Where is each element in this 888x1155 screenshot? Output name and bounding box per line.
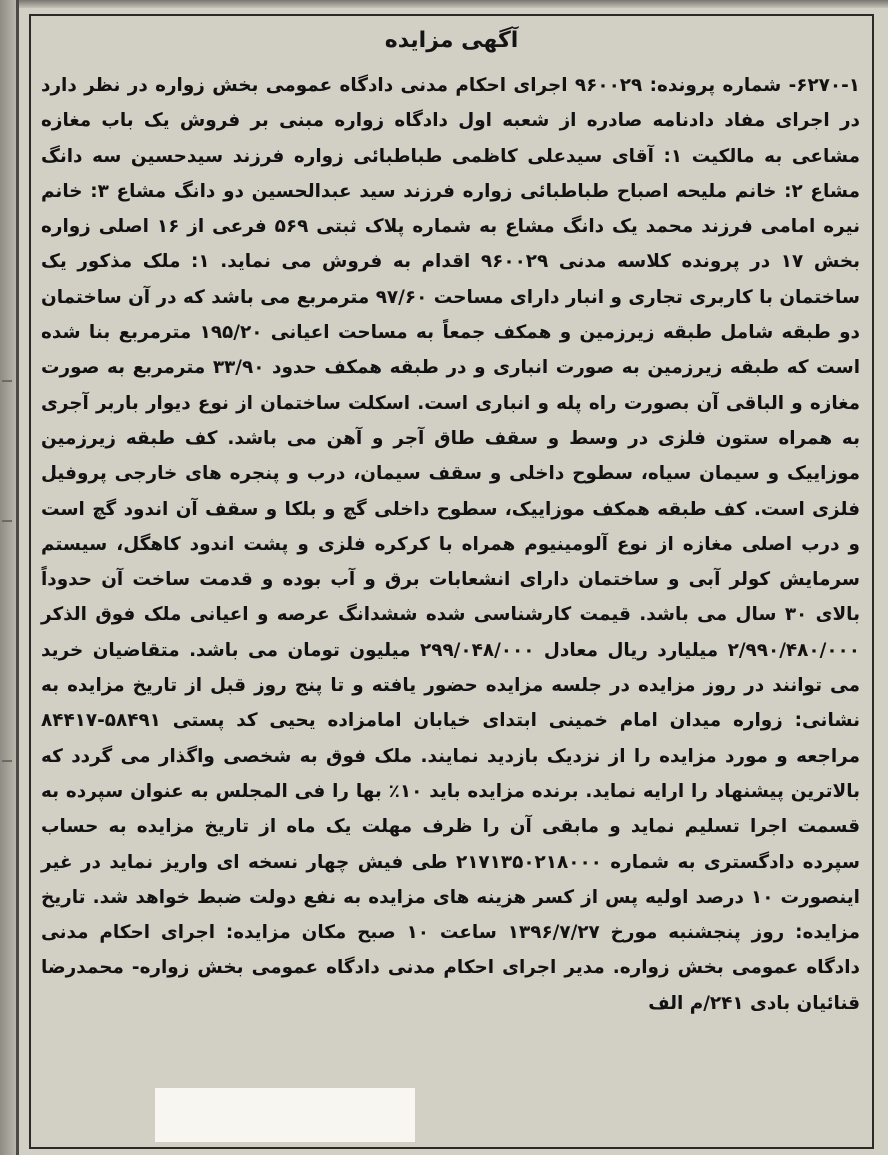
page-gutter [0, 0, 16, 1155]
gutter-mark [2, 380, 12, 382]
notice-body-text: ۶۲۷۰-۱- شماره پرونده: ۹۶۰۰۲۹ اجرای احکام مدنی دادگاه عمومی بخش زواره در نظر دارد در اجرای مفاد دادنامه صادره از شعبه اول دادگاه زواره مبنی بر فروش یک باب مغازه مشاعی به مالکیت ۱: آقای سیدعلی کاظمی طباطبائی زواره فرزند سیدحسین سه دانگ مشاع ۲: خانم ملیحه اصباح طباطبائی زواره فرزند سید عبدالحسین دو دانگ مشاع ۳: خانم نیره امامی فرزند محمد یک دانگ مشاع به شماره پلاک ثبتی ۵۶۹ فرعی از ۱۶ اصلی زواره بخش ۱۷ در پرونده کلاسه مدنی ۹۶۰۰۲۹ اقدام به فروش می نماید. ۱: ملک مذکور یک ساختمان با کاربری تجاری و انبار دارای مساحت ۹۷/۶۰ مترمربع می باشد که در آن ساختمان دو طبقه شامل طبقه زیرزمین و همکف جمعاً به مساحت اعیانی ۱۹۵/۲۰ مترمربع بنا شده است که طبقه زیرزمین به صورت انباری و در طبقه همکف حدود ۳۳/۹۰ مترمربع به صورت مغازه و الباقی آن بصورت راه پله و انباری است. اسکلت ساختمان از نوع دیوار باربر آجری به همراه ستون فلزی در وسط و سقف طاق آجر و آهن می باشد. کف طبقه زیرزمین موزاییک و سیمان سیاه، سطوح داخلی و سقف سیمان، درب و پنجره های خارجی پروفیل فلزی است. کف طبقه همکف موزاییک، سطوح داخلی گچ و بلکا و سقف آن اندود گچ است و درب اصلی مغازه از نوع آلومینیوم همراه با کرکره فلزی و پشت اندود کاهگل، سیستم سرمایش کولر آبی و ساختمان دارای انشعابات برق و آب بوده و قدمت ساخت آن حدوداً بالای ۳۰ سال می باشد. قیمت کارشناسی شده ششدانگ عرصه و اعیانی ملک فوق الذکر ۲/۹۹۰/۴۸۰/۰۰۰ میلیارد ریال معادل ۲۹۹/۰۴۸/۰۰۰ میلیون تومان می باشد. متقاضیان خرید می توانند در روز مزایده در جلسه مزایده حضور یافته و تا پنج روز قبل از تاریخ مزایده به نشانی: زواره میدان امام خمینی ابتدای خیابان امامزاده یحیی کد پستی ۵۸۴۹۱-۸۴۴۱۷ مراجعه و مورد مزایده را از نزدیک بازدید نمایند. ملک فوق به شخصی واگذار می گردد که بالاترین پیشنهاد را ارایه نماید. برنده مزایده باید ۱۰٪ بها را فی المجلس به عنوان سپرده به قسمت اجرا تسلیم نماید و مابقی آن را ظرف مهلت یک ماه از تاریخ مزایده به حساب سپرده دادگستری به شماره ۲۱۷۱۳۵۰۲۱۸۰۰۰ طی فیش چهار نسخه ای واریز نماید در غیر اینصورت ۱۰ درصد اولیه پس از کسر هزینه های مزایده به نفع دولت ضبط خواهد شد. تاریخ مزایده: روز پنجشنبه مورخ ۱۳۹۶/۷/۲۷ ساعت ۱۰ صبح مکان مزایده: اجرای احکام مدنی دادگاه عمومی بخش زواره. مدیر اجرای احکام مدنی دادگاه عمومی بخش زواره- محمدرضا قنائیان بادی ۲۴۱/م الف [41, 75, 861, 1014]
notice-title: آگهی مزایده [384, 28, 519, 53]
redaction-block [155, 1088, 415, 1142]
gutter-mark [2, 760, 12, 762]
notice-frame [29, 14, 874, 1149]
top-divider [19, 0, 888, 8]
notice-clipping [19, 8, 888, 1155]
notice-body [41, 68, 860, 1021]
gutter-mark [2, 520, 12, 522]
